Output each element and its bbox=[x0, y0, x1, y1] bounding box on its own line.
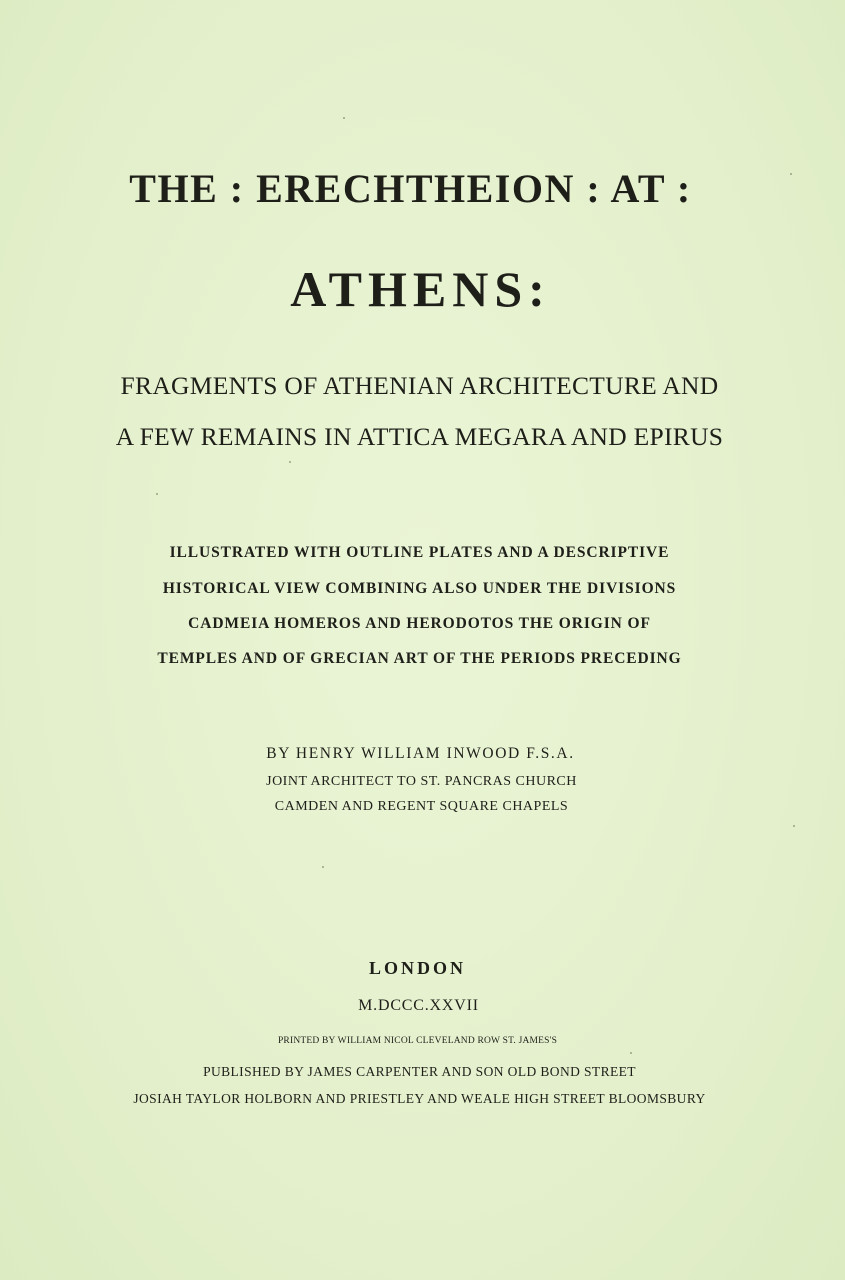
imprint-place: LONDON bbox=[368, 958, 466, 978]
paper-speck bbox=[322, 866, 324, 868]
illustration-note-line-1: ILLUSTRATED WITH OUTLINE PLATES AND A DESCRIPTIVE bbox=[169, 544, 670, 561]
printer-line: PRINTED BY WILLIAM NICOL CLEVELAND ROW ST. JAMES'S bbox=[277, 1036, 558, 1046]
paper-speck bbox=[156, 493, 158, 495]
paper-speck bbox=[630, 1052, 632, 1054]
paper-speck bbox=[289, 461, 291, 463]
title-line-2: ATHENS: bbox=[290, 261, 551, 317]
affiliation-line-2: CAMDEN AND REGENT SQUARE CHAPELS bbox=[274, 799, 569, 814]
paper-speck bbox=[343, 117, 345, 119]
publisher-line-2: JOSIAH TAYLOR HOLBORN AND PRIESTLEY AND WEALE HIGH STREET BLOOMSBURY bbox=[133, 1091, 706, 1106]
title-line-1: THE : ERECHTHEION : AT : bbox=[129, 166, 692, 211]
paper-speck bbox=[793, 825, 795, 827]
illustration-note-line-3: CADMEIA HOMEROS AND HERODOTOS THE ORIGIN OF bbox=[188, 615, 651, 632]
publisher-line-1: PUBLISHED BY JAMES CARPENTER AND SON OLD BOND STREET bbox=[203, 1064, 636, 1079]
illustration-note-line-4: TEMPLES AND OF GRECIAN ART OF THE PERIODS PRECEDING bbox=[157, 650, 682, 667]
imprint-year: M.DCCC.XXVII bbox=[358, 997, 479, 1014]
affiliation-line-1: JOINT ARCHITECT TO ST. PANCRAS CHURCH bbox=[266, 774, 577, 789]
paper-speck bbox=[790, 173, 792, 175]
subtitle-line-1: FRAGMENTS OF ATHENIAN ARCHITECTURE AND bbox=[120, 371, 719, 400]
illustration-note-line-2: HISTORICAL VIEW COMBINING ALSO UNDER THE DIVISIONS bbox=[162, 580, 677, 597]
author-line: BY HENRY WILLIAM INWOOD F.S.A. bbox=[266, 745, 575, 762]
subtitle-line-2: A FEW REMAINS IN ATTICA MEGARA AND EPIRUS bbox=[115, 422, 724, 451]
